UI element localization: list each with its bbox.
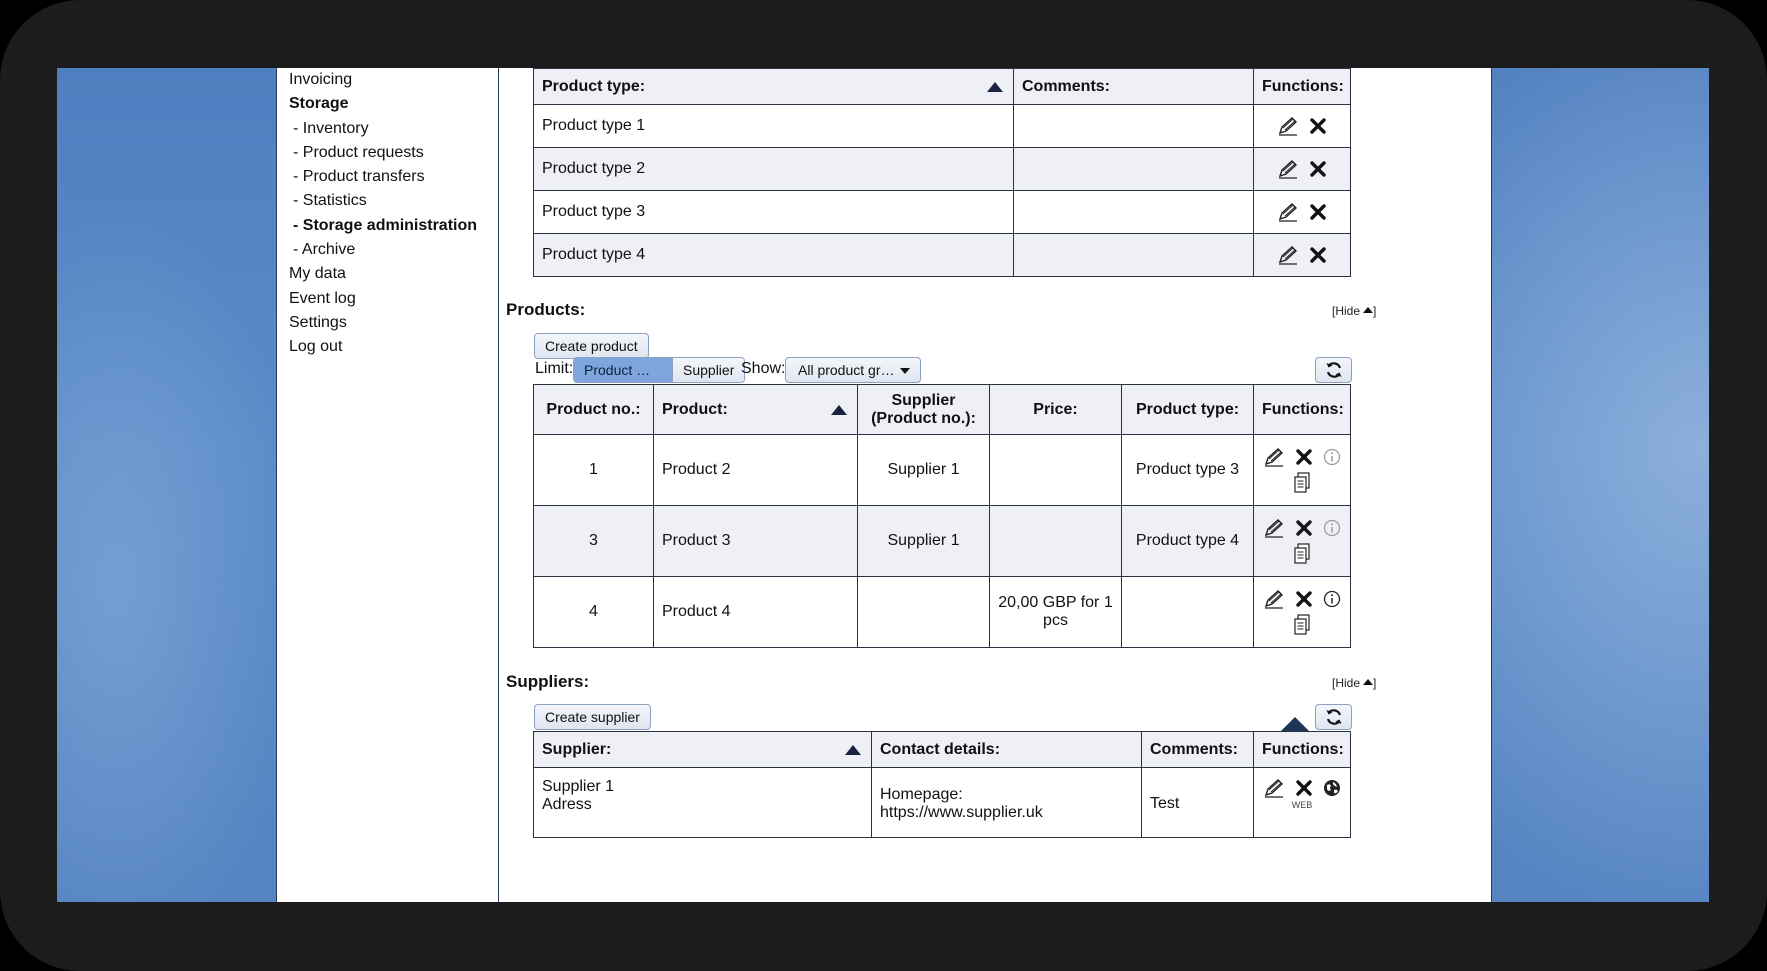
info-icon[interactable] xyxy=(1323,448,1341,466)
table-row xyxy=(534,577,1351,648)
product-type-name: Product type 3 xyxy=(534,191,1014,234)
table-row xyxy=(534,768,1351,838)
supplier-cell: Supplier 1 Adress xyxy=(534,768,872,838)
suppliers-refresh-button[interactable] xyxy=(1315,704,1352,730)
functions-cell xyxy=(1254,191,1351,234)
close-icon[interactable] xyxy=(1309,246,1327,264)
sort-asc-icon[interactable] xyxy=(987,82,1003,92)
functions-cell xyxy=(1254,506,1351,577)
caret-up-icon xyxy=(1363,307,1373,313)
table-row xyxy=(534,506,1351,577)
products-refresh-button[interactable] xyxy=(1315,357,1352,383)
sidebar-item-settings[interactable]: Settings xyxy=(289,313,347,331)
caret-up-icon xyxy=(1363,679,1373,685)
column-header-product-type[interactable]: Product type: xyxy=(534,69,1014,105)
column-header-product-no: Product no.: xyxy=(534,385,654,435)
sidebar-item-inventory[interactable]: - Inventory xyxy=(293,119,369,137)
supplier-cell: Supplier 1 xyxy=(858,506,990,577)
limit-label: Limit: xyxy=(535,360,574,377)
product-type-cell: Product type 3 xyxy=(1122,435,1254,506)
functions-cell xyxy=(1254,768,1351,838)
info-icon[interactable] xyxy=(1323,519,1341,537)
refresh-icon xyxy=(1325,708,1343,726)
column-header-contact-details: Contact details: xyxy=(872,732,1142,768)
pencil-icon[interactable] xyxy=(1277,116,1299,136)
close-icon[interactable] xyxy=(1309,203,1327,221)
price-cell xyxy=(990,435,1122,506)
product-type-name: Product type 4 xyxy=(534,234,1014,277)
sidebar-nav xyxy=(277,68,499,902)
column-header-product[interactable]: Product: xyxy=(654,385,858,435)
table-row xyxy=(534,234,1351,277)
functions-cell xyxy=(1254,148,1351,191)
close-icon[interactable] xyxy=(1295,779,1313,797)
close-icon[interactable] xyxy=(1295,519,1313,537)
web-label: WEB xyxy=(1291,800,1313,810)
copy-icon[interactable] xyxy=(1293,614,1311,636)
column-header-supplier: Supplier (Product no.): xyxy=(858,385,990,435)
product-name-cell: Product 4 xyxy=(654,577,858,648)
product-type-cell xyxy=(1122,577,1254,648)
globe-icon[interactable] xyxy=(1323,779,1341,797)
create-product-button[interactable]: Create product xyxy=(534,333,649,359)
sort-asc-icon[interactable] xyxy=(845,745,861,755)
product-type-comments xyxy=(1014,191,1254,234)
column-header-supplier[interactable]: Supplier: xyxy=(534,732,872,768)
close-icon[interactable] xyxy=(1295,590,1313,608)
suppliers-table xyxy=(533,731,1351,838)
chevron-down-icon xyxy=(900,368,910,374)
sidebar-item-storage-administration[interactable]: - Storage administration xyxy=(293,216,478,234)
functions-cell xyxy=(1254,577,1351,648)
pencil-icon[interactable] xyxy=(1277,245,1299,265)
product-no-cell: 4 xyxy=(534,577,654,648)
app-page xyxy=(276,68,1492,902)
price-cell: 20,00 GBP for 1 pcs xyxy=(990,577,1122,648)
close-icon[interactable] xyxy=(1309,117,1327,135)
sidebar-item-storage[interactable]: Storage xyxy=(289,95,349,113)
main-content xyxy=(500,68,1493,902)
table-row xyxy=(534,435,1351,506)
copy-icon[interactable] xyxy=(1293,472,1311,494)
product-type-cell: Product type 4 xyxy=(1122,506,1254,577)
product-name-cell: Product 3 xyxy=(654,506,858,577)
product-types-table xyxy=(533,68,1351,277)
refresh-icon xyxy=(1325,361,1343,379)
sidebar-item-statistics[interactable]: - Statistics xyxy=(293,192,367,210)
limit-option-product[interactable]: Product … xyxy=(574,358,672,382)
functions-cell xyxy=(1254,435,1351,506)
sort-asc-icon[interactable] xyxy=(831,405,847,415)
contact-details-cell: Homepage: https://www.supplier.uk xyxy=(872,768,1142,838)
sidebar-item-invoicing[interactable]: Invoicing xyxy=(289,71,353,88)
supplier-cell: Supplier 1 xyxy=(858,435,990,506)
pencil-icon[interactable] xyxy=(1277,159,1299,179)
products-table xyxy=(533,384,1351,648)
product-name-cell: Product 2 xyxy=(654,435,858,506)
column-header-functions: Functions: xyxy=(1254,732,1351,768)
product-group-select[interactable]: All product gr… xyxy=(785,357,921,383)
column-header-functions: Functions: xyxy=(1254,69,1351,105)
products-section-title: Products: xyxy=(506,300,586,319)
product-type-comments xyxy=(1014,234,1254,277)
products-hide-toggle[interactable]: [Hide ] xyxy=(1332,304,1377,318)
limit-segmented-control xyxy=(573,357,745,383)
sidebar-item-product-requests[interactable]: - Product requests xyxy=(293,143,424,161)
price-cell xyxy=(990,506,1122,577)
product-no-cell: 3 xyxy=(534,506,654,577)
table-row xyxy=(534,105,1351,148)
sidebar-item-archive[interactable]: - Archive xyxy=(293,241,356,259)
table-row xyxy=(534,191,1351,234)
product-type-comments xyxy=(1014,105,1254,148)
close-icon[interactable] xyxy=(1309,160,1327,178)
column-header-product-type: Product type: xyxy=(1122,385,1254,435)
product-type-name: Product type 1 xyxy=(534,105,1014,148)
column-header-comments: Comments: xyxy=(1014,69,1254,105)
sidebar-item-log-out[interactable]: Log out xyxy=(289,338,343,356)
pencil-icon[interactable] xyxy=(1263,778,1285,798)
product-no-cell: 1 xyxy=(534,435,654,506)
table-row xyxy=(534,148,1351,191)
column-header-functions: Functions: xyxy=(1254,385,1351,435)
homepage-link[interactable]: https://www.supplier.uk xyxy=(880,804,1043,821)
column-header-comments: Comments: xyxy=(1142,732,1254,768)
pencil-icon[interactable] xyxy=(1263,589,1285,609)
sidebar-item-event-log[interactable]: Event log xyxy=(289,289,356,307)
close-icon[interactable] xyxy=(1295,448,1313,466)
supplier-cell xyxy=(858,577,990,648)
pencil-icon[interactable] xyxy=(1263,518,1285,538)
product-type-name: Product type 2 xyxy=(534,148,1014,191)
column-header-price: Price: xyxy=(990,385,1122,435)
comments-cell: Test xyxy=(1142,768,1254,838)
info-icon[interactable] xyxy=(1323,590,1341,608)
copy-icon[interactable] xyxy=(1293,543,1311,565)
limit-option-supplier[interactable]: Supplier xyxy=(672,358,744,382)
sidebar-item-my-data[interactable]: My data xyxy=(289,265,346,283)
create-supplier-button[interactable]: Create supplier xyxy=(534,704,651,730)
functions-cell xyxy=(1254,105,1351,148)
pencil-icon[interactable] xyxy=(1263,447,1285,467)
desktop-background xyxy=(57,68,1709,902)
suppliers-section-title: Suppliers: xyxy=(506,672,590,691)
product-type-comments xyxy=(1014,148,1254,191)
sidebar-item-product-transfers[interactable]: - Product transfers xyxy=(293,168,425,186)
suppliers-hide-toggle[interactable]: [Hide ] xyxy=(1332,676,1377,690)
pencil-icon[interactable] xyxy=(1277,202,1299,222)
functions-cell xyxy=(1254,234,1351,277)
show-label: Show: xyxy=(741,360,786,377)
